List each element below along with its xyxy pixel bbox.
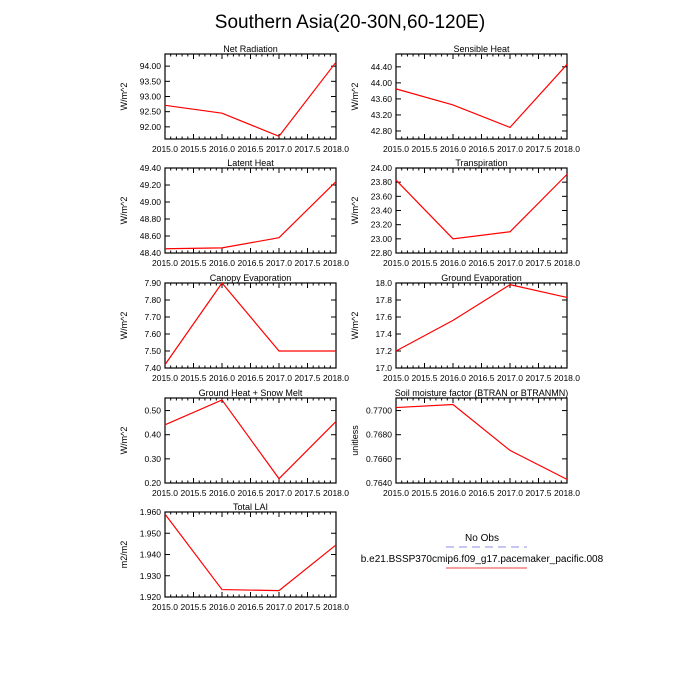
x-tick-label: 2015.0	[152, 258, 178, 268]
x-tick-label: 2018.0	[323, 144, 349, 154]
x-tick-label: 2015.5	[411, 488, 438, 498]
plot-frame	[165, 398, 336, 483]
x-tick-label: 2017.5	[525, 144, 552, 154]
x-tick-label: 2018.0	[554, 373, 580, 383]
x-tick-label: 2016.5	[237, 488, 264, 498]
y-tick-label: 44.40	[370, 61, 392, 72]
panel-title: Transpiration	[455, 158, 508, 168]
y-tick-label: 49.00	[139, 197, 161, 207]
legend-label-obs: No Obs	[465, 533, 499, 544]
y-tick-label: 1.920	[139, 592, 161, 602]
y-tick-label: 0.7660	[366, 453, 392, 464]
y-axis-label: unitless	[350, 425, 360, 456]
y-tick-label: 17.6	[375, 312, 392, 322]
x-tick-label: 2015.5	[180, 144, 207, 154]
y-tick-label: 48.40	[139, 248, 161, 258]
y-tick-label: 7.60	[144, 329, 161, 339]
panel-latent-heat	[119, 158, 349, 268]
x-tick-label: 2015.5	[411, 373, 438, 383]
y-tick-label: 49.20	[139, 180, 161, 190]
x-tick-label: 2015.5	[180, 602, 207, 612]
plot-frame	[396, 398, 567, 483]
x-tick-label: 2017.0	[266, 488, 292, 498]
x-tick-label: 2018.0	[323, 488, 349, 498]
series-line	[165, 62, 336, 136]
y-tick-label: 23.60	[370, 191, 392, 202]
y-axis-label: W/m^2	[119, 196, 129, 225]
y-tick-label: 1.930	[139, 570, 161, 581]
y-tick-label: 7.80	[144, 295, 161, 305]
y-tick-label: 93.00	[139, 91, 161, 102]
x-tick-label: 2017.5	[525, 488, 552, 498]
series-line	[165, 400, 336, 479]
y-tick-label: 48.80	[139, 214, 161, 224]
panel-title: Canopy Evaporation	[209, 273, 292, 283]
legend	[361, 533, 604, 568]
x-tick-label: 2015.0	[152, 488, 178, 498]
x-tick-label: 2016.5	[468, 488, 495, 498]
series-line	[396, 405, 567, 480]
plot-frame	[165, 512, 336, 597]
x-tick-label: 2015.0	[152, 602, 178, 612]
x-tick-label: 2018.0	[554, 258, 580, 268]
x-tick-label: 2016.0	[209, 258, 235, 268]
x-tick-label: 2018.0	[323, 602, 349, 612]
panel-canopy-evaporation	[119, 273, 349, 383]
y-tick-label: 92.50	[139, 106, 161, 117]
x-tick-label: 2016.5	[237, 373, 264, 383]
x-tick-label: 2016.0	[209, 488, 235, 498]
panel-title: Net Radiation	[223, 44, 278, 54]
figure-title: Southern Asia(20-30N,60-120E)	[214, 12, 486, 33]
x-tick-label: 2016.5	[468, 373, 495, 383]
y-tick-label: 48.60	[139, 231, 161, 241]
x-tick-label: 2017.0	[266, 144, 292, 154]
x-tick-label: 2017.0	[497, 488, 523, 498]
panel-title: Latent Heat	[227, 158, 274, 168]
y-axis-label: W/m^2	[119, 426, 129, 455]
y-tick-label: 1.950	[139, 528, 161, 539]
panel-net-radiation	[119, 44, 349, 154]
x-tick-label: 2015.0	[383, 488, 409, 498]
x-tick-label: 2017.0	[497, 258, 523, 268]
y-tick-label: 7.40	[144, 363, 161, 373]
x-tick-label: 2016.5	[468, 144, 495, 154]
y-tick-label: 7.90	[144, 278, 161, 288]
x-tick-label: 2017.5	[294, 488, 321, 498]
x-tick-label: 2017.0	[497, 144, 523, 154]
series-line	[165, 283, 336, 365]
y-tick-label: 17.4	[375, 329, 392, 339]
y-tick-label: 0.7700	[366, 405, 392, 416]
x-tick-label: 2015.5	[180, 373, 207, 383]
y-tick-label: 92.00	[139, 121, 161, 132]
x-tick-label: 2017.0	[497, 373, 523, 383]
y-tick-label: 0.7680	[366, 429, 392, 440]
x-tick-label: 2015.0	[152, 373, 178, 383]
y-tick-label: 18.0	[375, 278, 392, 288]
x-tick-label: 2018.0	[323, 373, 349, 383]
x-tick-label: 2016.5	[237, 258, 264, 268]
y-tick-label: 43.20	[370, 109, 392, 120]
x-tick-label: 2018.0	[323, 258, 349, 268]
y-tick-label: 93.50	[139, 76, 161, 87]
y-tick-label: 23.80	[370, 177, 392, 188]
x-tick-label: 2017.5	[294, 602, 321, 612]
x-tick-label: 2015.5	[180, 258, 207, 268]
y-axis-label: W/m^2	[119, 311, 129, 340]
panel-title: Ground Evaporation	[441, 273, 522, 283]
panel-title: Sensible Heat	[453, 44, 510, 54]
y-tick-label: 23.00	[370, 233, 392, 244]
series-line	[396, 174, 567, 238]
panel-title: Ground Heat + Snow Melt	[198, 388, 303, 398]
y-tick-label: 0.20	[144, 478, 161, 488]
x-tick-label: 2017.5	[294, 144, 321, 154]
plot-frame	[396, 168, 567, 253]
x-tick-label: 2016.0	[209, 602, 235, 612]
panel-title: Soil moisture factor (BTRAN or BTRANMN)	[394, 388, 569, 398]
series-line	[396, 285, 567, 351]
y-tick-label: 43.60	[370, 93, 392, 104]
series-line	[396, 64, 567, 127]
x-tick-label: 2015.0	[383, 258, 409, 268]
x-tick-label: 2017.5	[294, 373, 321, 383]
plot-frame	[165, 283, 336, 368]
x-tick-label: 2017.5	[525, 373, 552, 383]
y-tick-label: 23.20	[370, 219, 392, 230]
x-tick-label: 2015.0	[152, 144, 178, 154]
y-axis-label: W/m^2	[350, 311, 360, 340]
y-tick-label: 94.00	[139, 61, 161, 72]
y-tick-label: 44.00	[370, 77, 392, 88]
y-tick-label: 24.00	[370, 163, 392, 173]
panel-transpiration	[350, 158, 580, 268]
y-tick-label: 17.2	[375, 346, 392, 356]
x-tick-label: 2016.0	[440, 258, 466, 268]
y-tick-label: 1.960	[139, 507, 161, 517]
y-tick-label: 22.80	[370, 248, 392, 258]
x-tick-label: 2016.5	[237, 144, 264, 154]
panel-sensible-heat	[350, 44, 580, 154]
x-tick-label: 2015.0	[383, 373, 409, 383]
plot-frame	[165, 168, 336, 253]
x-tick-label: 2016.0	[209, 373, 235, 383]
x-tick-label: 2016.0	[440, 144, 466, 154]
panel-ground-heat-snow-melt	[119, 388, 349, 498]
x-tick-label: 2017.5	[525, 258, 552, 268]
x-tick-label: 2016.0	[440, 488, 466, 498]
panel-ground-evaporation	[350, 273, 580, 383]
x-tick-label: 2017.5	[294, 258, 321, 268]
y-tick-label: 23.40	[370, 205, 392, 216]
y-tick-label: 17.0	[375, 363, 392, 373]
x-tick-label: 2016.0	[209, 144, 235, 154]
series-line	[165, 514, 336, 591]
y-tick-label: 7.50	[144, 346, 161, 356]
y-axis-label: W/m^2	[350, 82, 360, 111]
panel-total-lai	[119, 502, 349, 612]
y-tick-label: 42.80	[370, 125, 392, 136]
y-tick-label: 0.7640	[366, 478, 392, 488]
x-tick-label: 2015.5	[411, 144, 438, 154]
x-tick-label: 2015.5	[180, 488, 207, 498]
y-tick-label: 17.8	[375, 295, 392, 305]
x-tick-label: 2015.5	[411, 258, 438, 268]
x-tick-label: 2015.0	[383, 144, 409, 154]
legend-label-model: b.e21.BSSP370cmip6.f09_g17.pacemaker_pacific.008	[360, 554, 604, 565]
y-axis-label: m2/m2	[119, 540, 129, 569]
x-tick-label: 2017.0	[266, 373, 292, 383]
x-tick-label: 2018.0	[554, 488, 580, 498]
panel-title: Total LAI	[232, 502, 269, 512]
series-line	[165, 182, 336, 249]
y-tick-label: 0.30	[144, 453, 161, 464]
x-tick-label: 2016.5	[468, 258, 495, 268]
x-tick-label: 2016.0	[440, 373, 466, 383]
x-tick-label: 2018.0	[554, 144, 580, 154]
x-tick-label: 2017.0	[266, 602, 292, 612]
panel-soil-moisture-factor-btran-or-btranmn-	[350, 388, 580, 498]
y-axis-label: W/m^2	[119, 82, 129, 111]
y-tick-label: 1.940	[139, 549, 161, 560]
y-tick-label: 0.50	[144, 405, 161, 416]
y-tick-label: 7.70	[144, 312, 161, 322]
plot-frame	[396, 283, 567, 368]
x-tick-label: 2016.5	[237, 602, 264, 612]
y-tick-label: 49.40	[139, 163, 161, 173]
y-axis-label: W/m^2	[350, 196, 360, 225]
y-tick-label: 0.40	[144, 429, 161, 440]
x-tick-label: 2017.0	[266, 258, 292, 268]
